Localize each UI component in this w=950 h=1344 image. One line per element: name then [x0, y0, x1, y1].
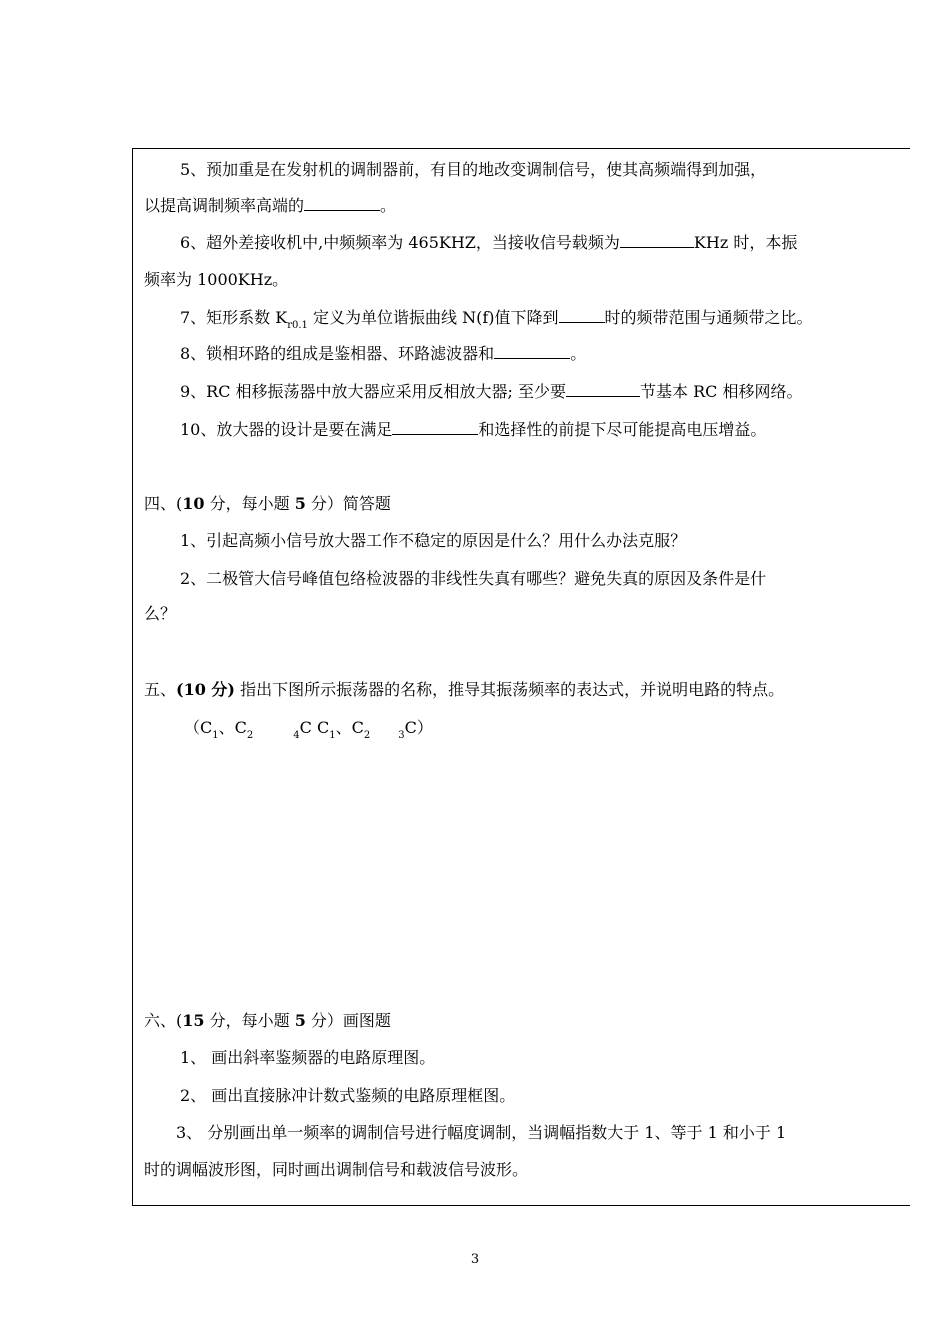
- answer-blank[interactable]: [304, 196, 380, 211]
- section-4-heading: [144, 494, 391, 514]
- section-6-question-3-line2: [144, 1160, 528, 1180]
- answer-blank[interactable]: [392, 420, 478, 435]
- s5-h-a: 五、: [144, 680, 177, 699]
- question-6-line2: [144, 270, 288, 290]
- question-5-line1: [180, 160, 766, 180]
- formula-sep-2: 、C: [335, 718, 364, 737]
- section-6-question-2: [180, 1086, 515, 1106]
- s4-h-b: 分，每小题: [204, 494, 295, 513]
- question-7: [180, 308, 813, 331]
- answer-blank[interactable]: [494, 344, 570, 359]
- section-6-question-3-line1: [176, 1123, 786, 1143]
- section-5-capacitor-condition: [184, 718, 433, 741]
- q10-text-a: 10、放大器的设计是要在满足: [180, 420, 393, 439]
- q7-text-c: 时的频带范围与通频带之比。: [604, 308, 813, 327]
- formula-sub-3: 3: [398, 730, 405, 741]
- q7-text-b: 定义为单位谐振曲线 N(f)值下降到: [307, 308, 559, 327]
- s4-each: 5: [294, 494, 306, 513]
- s6-q2-text: 2、 画出直接脉冲计数式鉴频的电路原理框图。: [180, 1086, 516, 1105]
- section-6-question-1: [180, 1048, 435, 1068]
- q8-text-a: 8、锁相环路的组成是鉴相器、环路滤波器和: [180, 344, 495, 363]
- s6-h-c: 分）画图题: [305, 1011, 391, 1030]
- s6-h-a: 六、(: [144, 1011, 183, 1030]
- question-9: [180, 382, 803, 402]
- formula-sub-2: 2: [246, 730, 254, 741]
- q5-text: 5、预加重是在发射机的调制器前，有目的地改变调制信号，使其高频端得到加强，: [180, 160, 767, 179]
- section-5-heading: [144, 680, 784, 700]
- answer-blank[interactable]: [559, 308, 605, 323]
- q10-text-b: 和选择性的前提下尽可能提高电压增益。: [478, 420, 767, 439]
- question-10: [180, 420, 766, 440]
- s6-q3-text-b: 时的调幅波形图，同时画出调制信号和载波信号波形。: [144, 1160, 529, 1179]
- formula-open: （C: [184, 718, 213, 737]
- s6-q3-text-a: 3、 分别画出单一频率的调制信号进行幅度调制，当调幅指数大于 1、等于 1 和小于 1: [176, 1123, 787, 1142]
- formula-sub-4: 4: [293, 730, 300, 741]
- s6-each: 5: [294, 1011, 306, 1030]
- s4-h-c: 分）简答题: [305, 494, 391, 513]
- question-6-line1: [180, 233, 797, 253]
- section-4-question-2-line1: [180, 569, 766, 589]
- s4-score: 10: [182, 494, 205, 513]
- section-4-question-2-line2: [144, 604, 176, 624]
- s4-q2-text-b: 么？: [144, 604, 177, 623]
- q7-subscript: r0.1: [287, 320, 308, 331]
- q9-text-a: 9、RC 相移振荡器中放大器应采用反相放大器; 至少要: [180, 382, 567, 401]
- q6-text-b: KHz 时，本振: [693, 233, 798, 252]
- formula-c4: C: [299, 718, 312, 737]
- answer-blank[interactable]: [620, 233, 694, 248]
- formula-sep-1: 、C: [218, 718, 247, 737]
- s6-q1-text: 1、 画出斜率鉴频器的电路原理图。: [180, 1048, 436, 1067]
- formula-sub-2b: 2: [363, 730, 371, 741]
- s5-score: (10 分): [176, 680, 235, 699]
- section-4-question-1: [180, 531, 686, 551]
- s6-h-b: 分，每小题: [204, 1011, 295, 1030]
- s5-h-b: 指出下图所示振荡器的名称，推导其振荡频率的表达式，并说明电路的特点。: [235, 680, 785, 699]
- formula-c3: C）: [404, 718, 433, 737]
- page-number: 3: [470, 1252, 480, 1267]
- q7-text-a: 7、矩形系数 K: [180, 308, 288, 327]
- question-5-line2: [144, 196, 396, 216]
- s6-score: 15: [182, 1011, 205, 1030]
- q5-text-a: 以提高调制频率高端的: [144, 196, 305, 215]
- q6-text-c: 频率为 1000KHz。: [144, 270, 289, 289]
- question-8: [180, 344, 586, 364]
- q6-text-a: 6、超外差接收机中,中频频率为 465KHZ，当接收信号载频为: [180, 233, 620, 252]
- formula-sub-1b: 1: [329, 730, 336, 741]
- q8-text-b: 。: [570, 344, 587, 363]
- formula-c-next: C: [311, 718, 330, 737]
- formula-sub-1: 1: [212, 730, 219, 741]
- s4-q2-text-a: 2、二极管大信号峰值包络检波器的非线性失真有哪些？避免失真的原因及条件是什: [180, 569, 767, 588]
- section-6-heading: [144, 1011, 391, 1031]
- q5-text-b: 。: [380, 196, 397, 215]
- s4-h-a: 四、(: [144, 494, 183, 513]
- answer-blank[interactable]: [566, 382, 640, 397]
- q9-text-b: 节基本 RC 相移网络。: [640, 382, 803, 401]
- s4-q1-text: 1、引起高频小信号放大器工作不稳定的原因是什么？用什么办法克服？: [180, 531, 687, 550]
